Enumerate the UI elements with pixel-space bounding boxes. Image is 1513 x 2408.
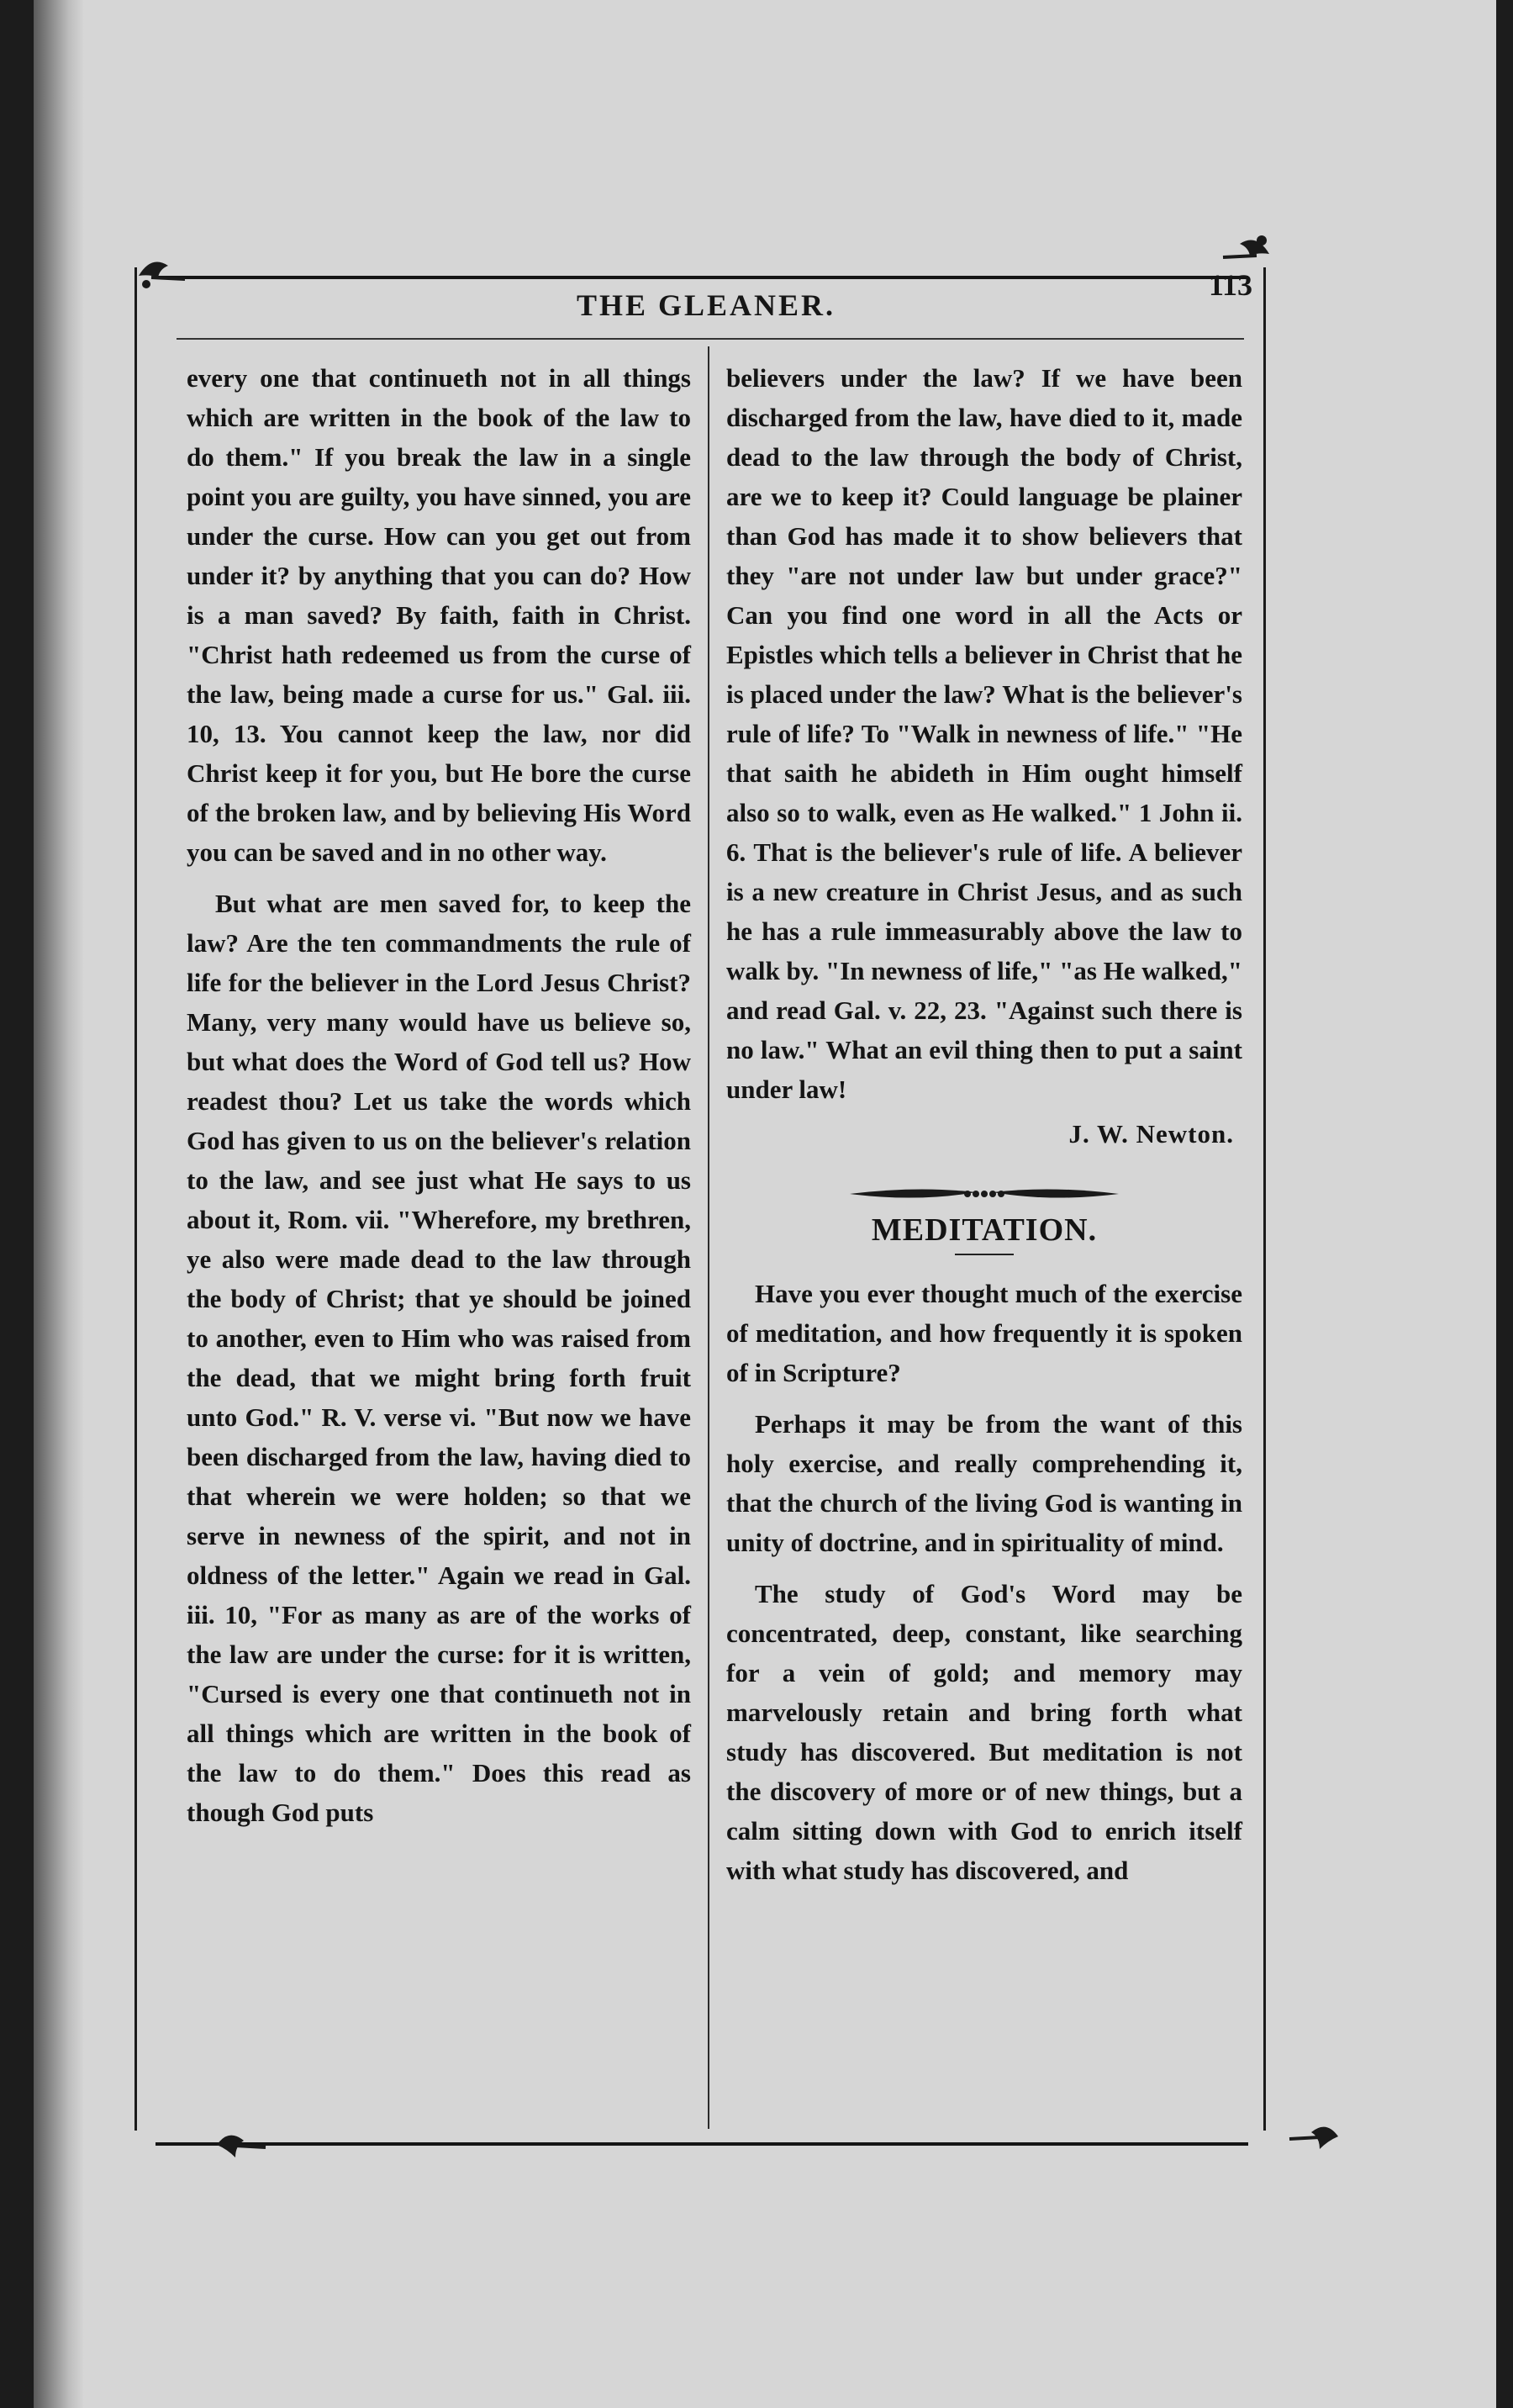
binding-shadow	[34, 0, 84, 2408]
column-divider	[708, 346, 709, 2129]
page-number: 113	[1208, 268, 1252, 302]
author-signature: J. W. Newton.	[1068, 1119, 1234, 1149]
right-paragraph-1: believers under the law? If we have been discharged from the law, have died to it, made dead to the law through the body of Christ, are we to keep it? Could language be plainer than God has made it to show believers that they "are not under law but under grace?" Can you find one word in all the Acts or Epistles which tells a believer in Christ that he is placed under the law? What is the believer's rule of life? To "Walk in newness of life." "He that saith he abideth in Him ought himself also so to walk, even as He walked." 1 John ii. 6. That is the believer's rule of life. A believer is a new creature in Christ Jesus, and as such he has a rule immeasurably above the law to walk by. "In newness of life," "as He walked," and read Gal. v. 22, 23. "Against such there is no law." What an evil thing then to put a saint under law!	[726, 363, 1242, 1104]
running-header-title: THE GLEANER.	[576, 288, 836, 322]
header-underline	[177, 338, 1244, 340]
ornament-bottom-right-icon	[1286, 2115, 1345, 2157]
ornament-top-left-icon	[134, 251, 193, 293]
section-title-rule	[955, 1254, 1014, 1255]
header-rule	[156, 276, 1248, 279]
meditation-paragraph-2: Perhaps it may be from the want of this holy exercise, and really comprehending it, that the church of the living God is wanting in unity of doctrine, and in spirituality of mind.	[726, 1409, 1242, 1557]
section-separator-ornament-icon	[850, 1182, 1119, 1206]
left-column	[187, 358, 691, 1832]
ornament-bottom-left-icon	[210, 2124, 269, 2166]
footer-rule	[156, 2142, 1248, 2146]
right-column	[726, 358, 1242, 1890]
ornament-top-right-icon	[1215, 229, 1273, 271]
left-paragraph-2: But what are men saved for, to keep the law? Are the ten commandments the rule of life for the believer in the Lord Jesus Christ? Many, very many would have us believe so, but what does the Word of God tell us? How readest thou? Let us take the words which God has given to us on the believer's relation to the law, and see just what He says to us about it, Rom. vii. "Wherefore, my brethren, ye also were made dead to the law through the body of Christ; that ye should be joined to another, even to Him who was raised from the dead, that we might bring forth fruit unto God." R. V. verse vi. "But now we have been discharged from the law, having died to that wherein we were holden; so that we serve in newness of the spirit, and not in oldness of the letter." Again we read in Gal. iii. 10, "For as many as are of the works of the law are under the curse: for it is written, "Cursed is every one that continueth not in all things which are written in the book of the law to do them." Does this read as though God puts	[187, 889, 691, 1827]
meditation-paragraph-3: The study of God's Word may be concentrated, deep, constant, like searching for a vein of gold; and memory may marvelously retain and bring forth what study has discovered. But meditation is not the discovery of more or of new things, but a calm sitting down with God to enrich itself with what study has discovered, and	[726, 1579, 1242, 1885]
left-paragraph-1: every one that continueth not in all things which are written in the book of the law to do them." If you break the law in a single point you are guilty, you have sinned, you are under the curse. How can you get out from under it? by anything that you can do? How is a man saved? By faith, faith in Christ. "Christ hath redeemed us from the curse of the law, being made a curse for us." Gal. iii. 10, 13. You cannot keep the law, nor did Christ keep it for you, but He bore the curse of the broken law, and by believing His Word you can be saved and in no other way.	[187, 363, 691, 867]
meditation-paragraph-1: Have you ever thought much of the exercise of meditation, and how frequently it is spoken of in Scripture?	[726, 1279, 1242, 1387]
section-title: MEDITATION.	[871, 1212, 1098, 1248]
